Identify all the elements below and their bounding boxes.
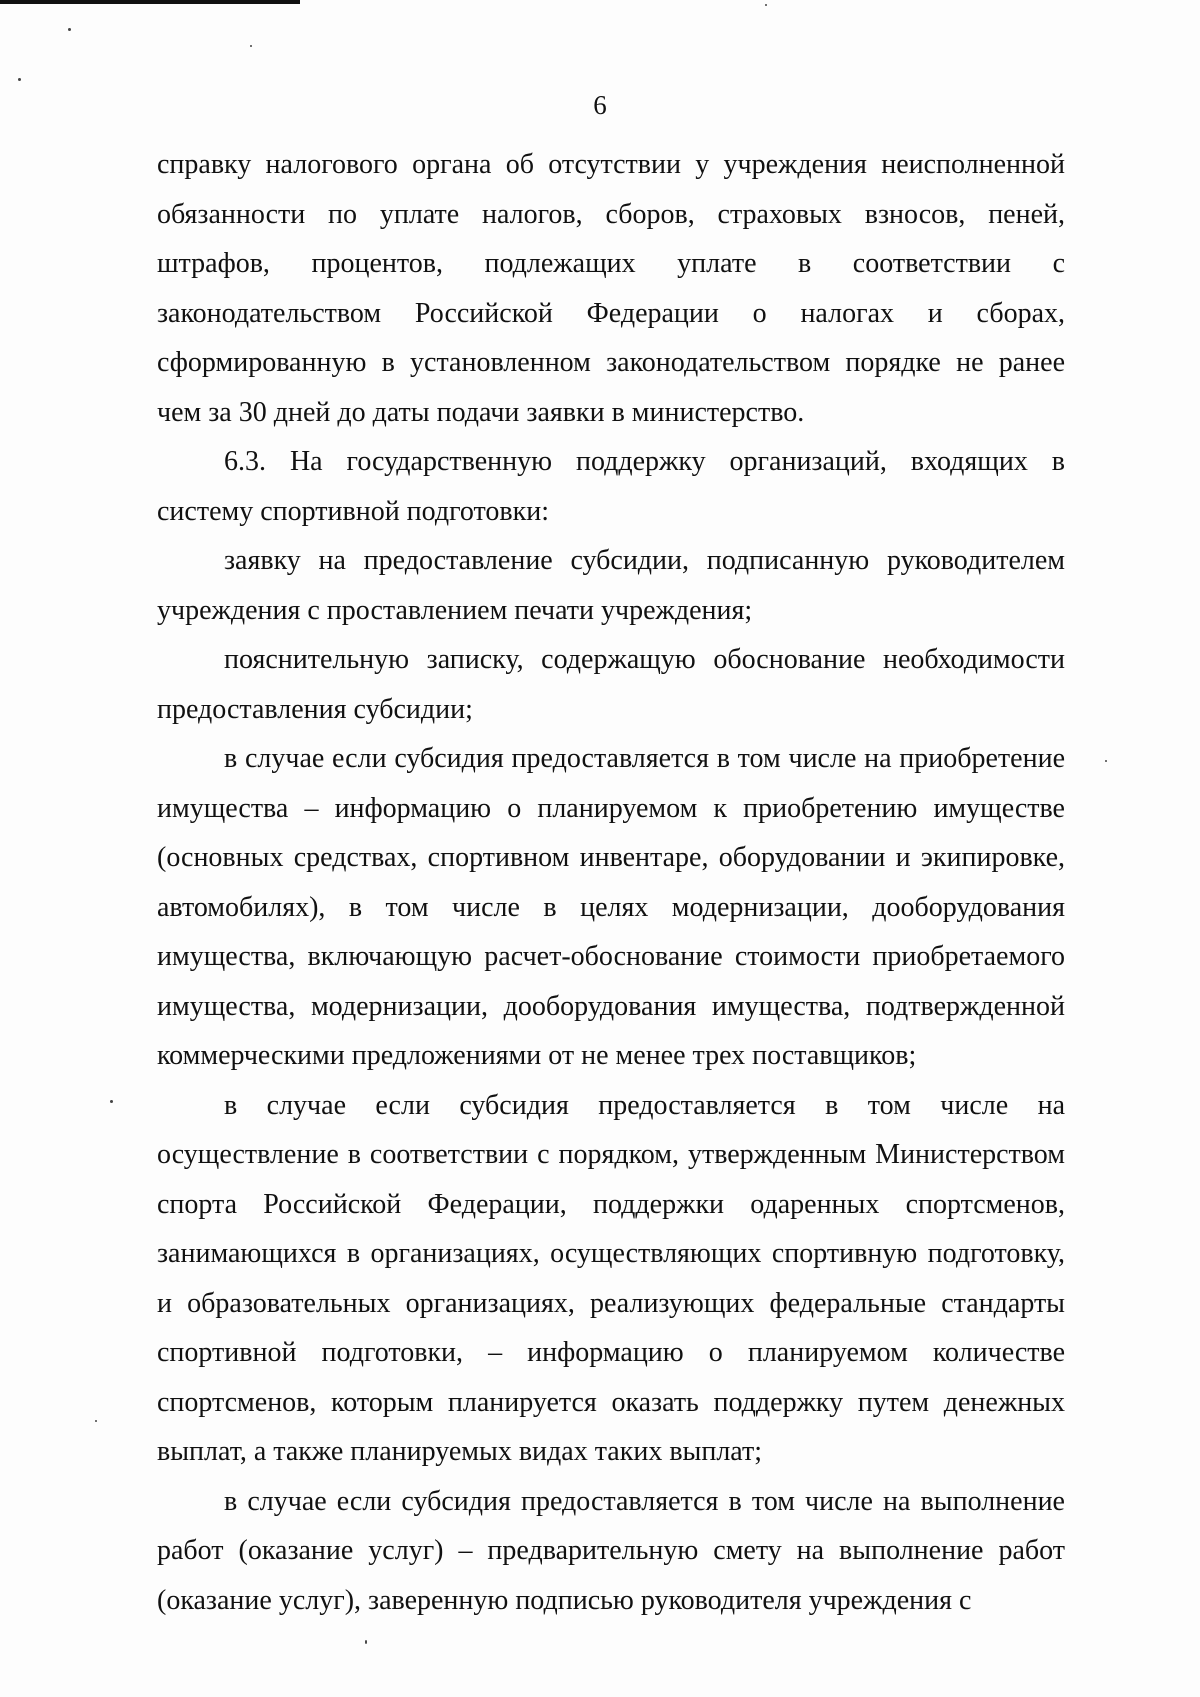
scan-speck [1105,760,1107,762]
paragraph-explanatory-note: пояснительную записку, содержащую обоснование необходимости предоставления субсидии; [157,644,1065,725]
page-number: 6 [593,90,607,120]
paragraph-tax-certificate: справку налогового органа об отсутствии у учреждения неисполненной обязанности по уплате налогов, сборов, страховых взносов, пеней, штрафов, процентов, подлежащих уплате в соответствии с законодательством Российской Федерации о налогах и сборах, сформированную в установленном законодательством порядке не ранее чем за 30 дней до даты подачи заявки в министерство. [157,149,1065,428]
scan-speck [68,28,71,31]
paragraph-property-acquisition: в случае если субсидия предоставляется в том числе на приобретение имущества – информацию о планируемом к приобретению имуществе (основных средствах, спортивном инвентаре, оборудовании и экипировке, автомобилях), в том числе в целях модернизации, дооборудования имущества, включающую расчет-обоснование стоимости приобретаемого имущества, модернизации, дооборудования имущества, подтвержденной коммерческими предложениями от не менее трех поставщиков; [157,743,1065,1071]
paragraph-athlete-support: в случае если субсидия предоставляется в том числе на осуществление в соответствии с порядком, утвержденным Министерством спорта Российской Федерации, поддержки одаренных спортсменов, занимающихся в организациях, осуществляющих спортивную подготовку, и образовательных организациях, реализующих федеральные стандарты спортивной подготовки, – информацию о планируемом количестве спортсменов, которым планируется оказать поддержку путем денежных выплат, а также планируемых видах таких выплат; [157,1089,1065,1467]
paragraph-section-6-3: 6.3. На государственную поддержку организаций, входящих в систему спортивной подготовки: [157,446,1065,527]
scan-speck [365,1640,367,1644]
scan-speck [765,4,767,6]
paragraph-works-services: в случае если субсидия предоставляется в том числе на выполнение работ (оказание услуг) – предварительную смету на выполнение работ (оказание услуг), заверенную подписью руководителя учреждения с [157,1485,1065,1616]
scan-speck [110,1100,113,1103]
document-text [157,140,1065,1625]
scan-speck [18,78,21,81]
scan-speck [95,1420,97,1422]
scan-speck [250,45,252,47]
paragraph-subsidy-application: заявку на предоставление субсидии, подписанную руководителем учреждения с проставлением печати учреждения; [157,545,1065,626]
scan-edge-rule [0,0,300,4]
